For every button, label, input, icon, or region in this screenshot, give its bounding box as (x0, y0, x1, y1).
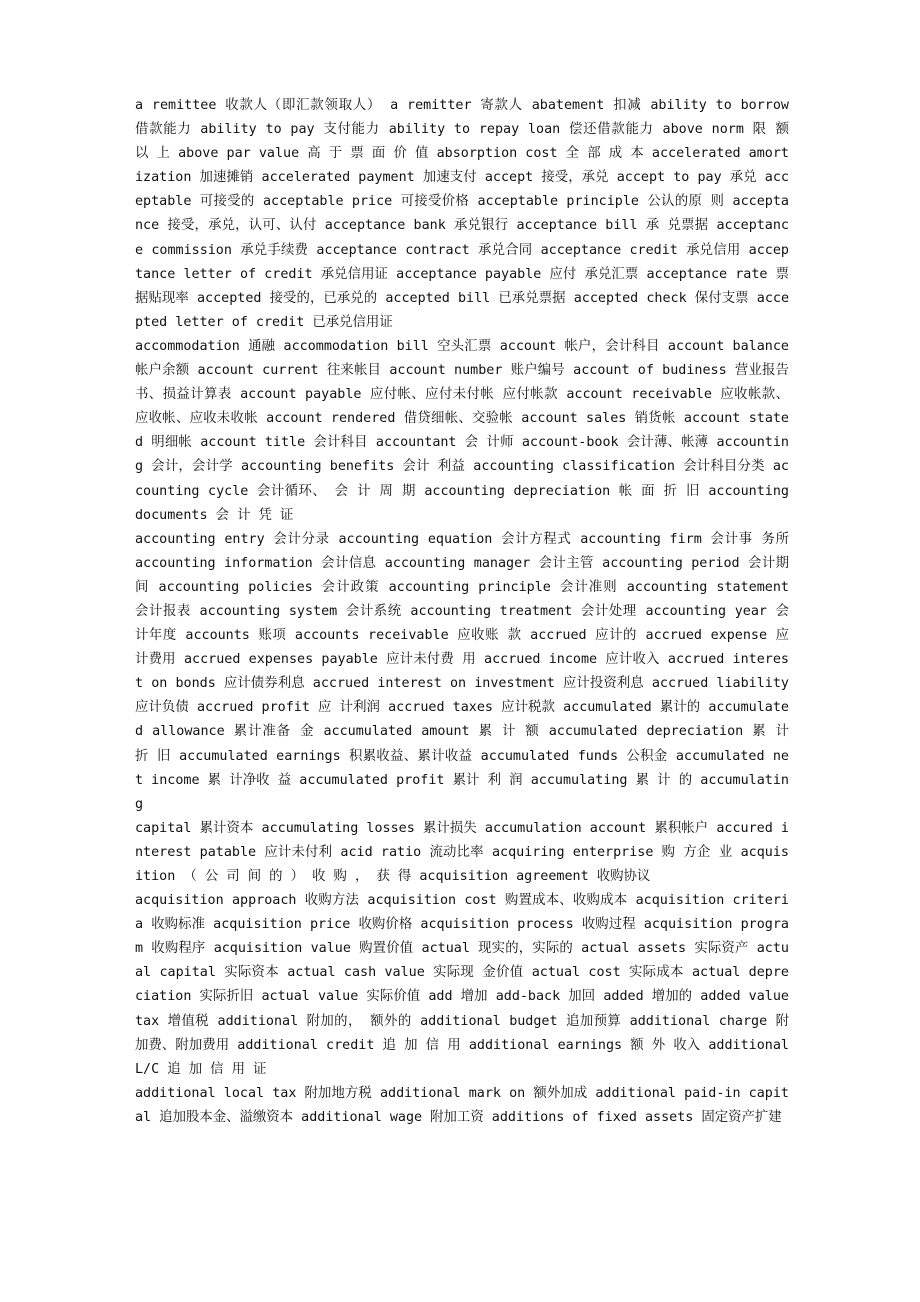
glossary-paragraph-5: acquisition approach 收购方法 acquisition cost 购置成本、收购成本 acquisition criteria 收购标准 acquisition price 收购价格 acquisition process 收购过程 acquisition program 收购程序 acquisition value 购置价值 actual 现实的，实际的 actual assets 实际资产 actual capital 实际资本 actual cash value 实际现 金价值 actual cost 实际成本 actual depreciation 实际折旧 actual value 实际价值 add 增加 add-back 加回 added 增加的 added value tax 增值税 additional 附加的， 额外的 additional budget 追加预算 additional charge 附加费、附加费用 additional credit 追 加 信 用 additional earnings 额 外 收入 additional L/C 追 加 信 用 证 (135, 893, 789, 1077)
glossary-paragraph-1: a remittee 收款人（即汇款领取人） a remitter 寄款人 abatement 扣减 ability to borrow 借款能力 ability to pay 支付能力 ability to repay loan 偿还借款能力 above norm 限 额 以 上 above par value 高 于 票 面 价 值 absorption cost 全 部 成 本 accelerated amortization 加速摊销 accelerated payment 加速支付 accept 接受，承兑 accept to pay 承兑 acceptable 可接受的 acceptable price 可接受价格 acceptable principle 公认的原 则 acceptance 接受，承兑，认可、认付 acceptance bank 承兑银行 acceptance bill 承 兑票据 acceptance commission 承兑手续费 acceptance contract 承兑合同 acceptance credit 承兑信用 acceptance letter of credit 承兑信用证 acceptance payable 应付 承兑汇票 acceptance rate 票据贴现率 accepted 接受的，已承兑的 accepted bill 已承兑票据 accepted check 保付支票 accepted letter of credit 已承兑信用证 (135, 98, 789, 330)
glossary-paragraph-3: accounting entry 会计分录 accounting equation 会计方程式 accounting firm 会计事 务所 accounting information 会计信息 accounting manager 会计主管 accounting period 会计期间 accounting policies 会计政策 accounting principle 会计准则 accounting statement 会计报表 accounting system 会计系统 accounting treatment 会计处理 accounting year 会计年度 accounts 账项 accounts receivable 应收账 款 accrued 应计的 accrued expense 应计费用 accrued expenses payable 应计未付费 用 accrued income 应计收入 accrued interest on bonds 应计债券利息 accrued interest on investment 应计投资利息 accrued liability 应计负债 accrued profit 应 计利润 accrued taxes 应计税款 accumulated 累计的 accumulated allowance 累计准备 金 accumulated amount 累 计 额 accumulated depreciation 累 计 折 旧 accumulated earnings 积累收益、累计收益 accumulated funds 公积金 accumulated net income 累 计净收 益 accumulated profit 累计 利 润 accumulating 累 计 的 accumulating (135, 531, 789, 812)
glossary-paragraph-4: capital 累计资本 accumulating losses 累计损失 accumulation account 累积帐户 accured interest patable 应计未付利 acid ratio 流动比率 acquiring enterprise 购 方企 业 acquisition （ 公 司 间 的 ） 收 购 ， 获 得 acquisition agreement 收购协议 (135, 820, 789, 884)
glossary-paragraph-6: additional local tax 附加地方税 additional mark on 额外加成 additional paid-in capital 追加股本金、溢缴资本 additional wage 附加工资 additions of fixed assets 固定资产扩建 (135, 1085, 789, 1125)
glossary-paragraph-2: accommodation 通融 accommodation bill 空头汇票 account 帐户，会计科目 account balance 帐户余额 account current 往来帐目 account number 账户编号 account of budiness 营业报告书、损益计算表 account payable 应付帐、应付未付帐 应付帐款 account receivable 应收帐款、应收帐、应收未收帐 account rendered 借贷细帐、交验帐 account sales 销货帐 account stated 明细帐 account title 会计科目 accountant 会 计师 account-book 会计薄、帐薄 accounting 会计，会计学 accounting benefits 会计 利益 accounting classification 会计科目分类 accounting cycle 会计循环、 会 计 周 期 accounting depreciation 帐 面 折 旧 accounting documents 会 计 凭 证 (135, 338, 789, 523)
document-page (135, 94, 789, 1130)
